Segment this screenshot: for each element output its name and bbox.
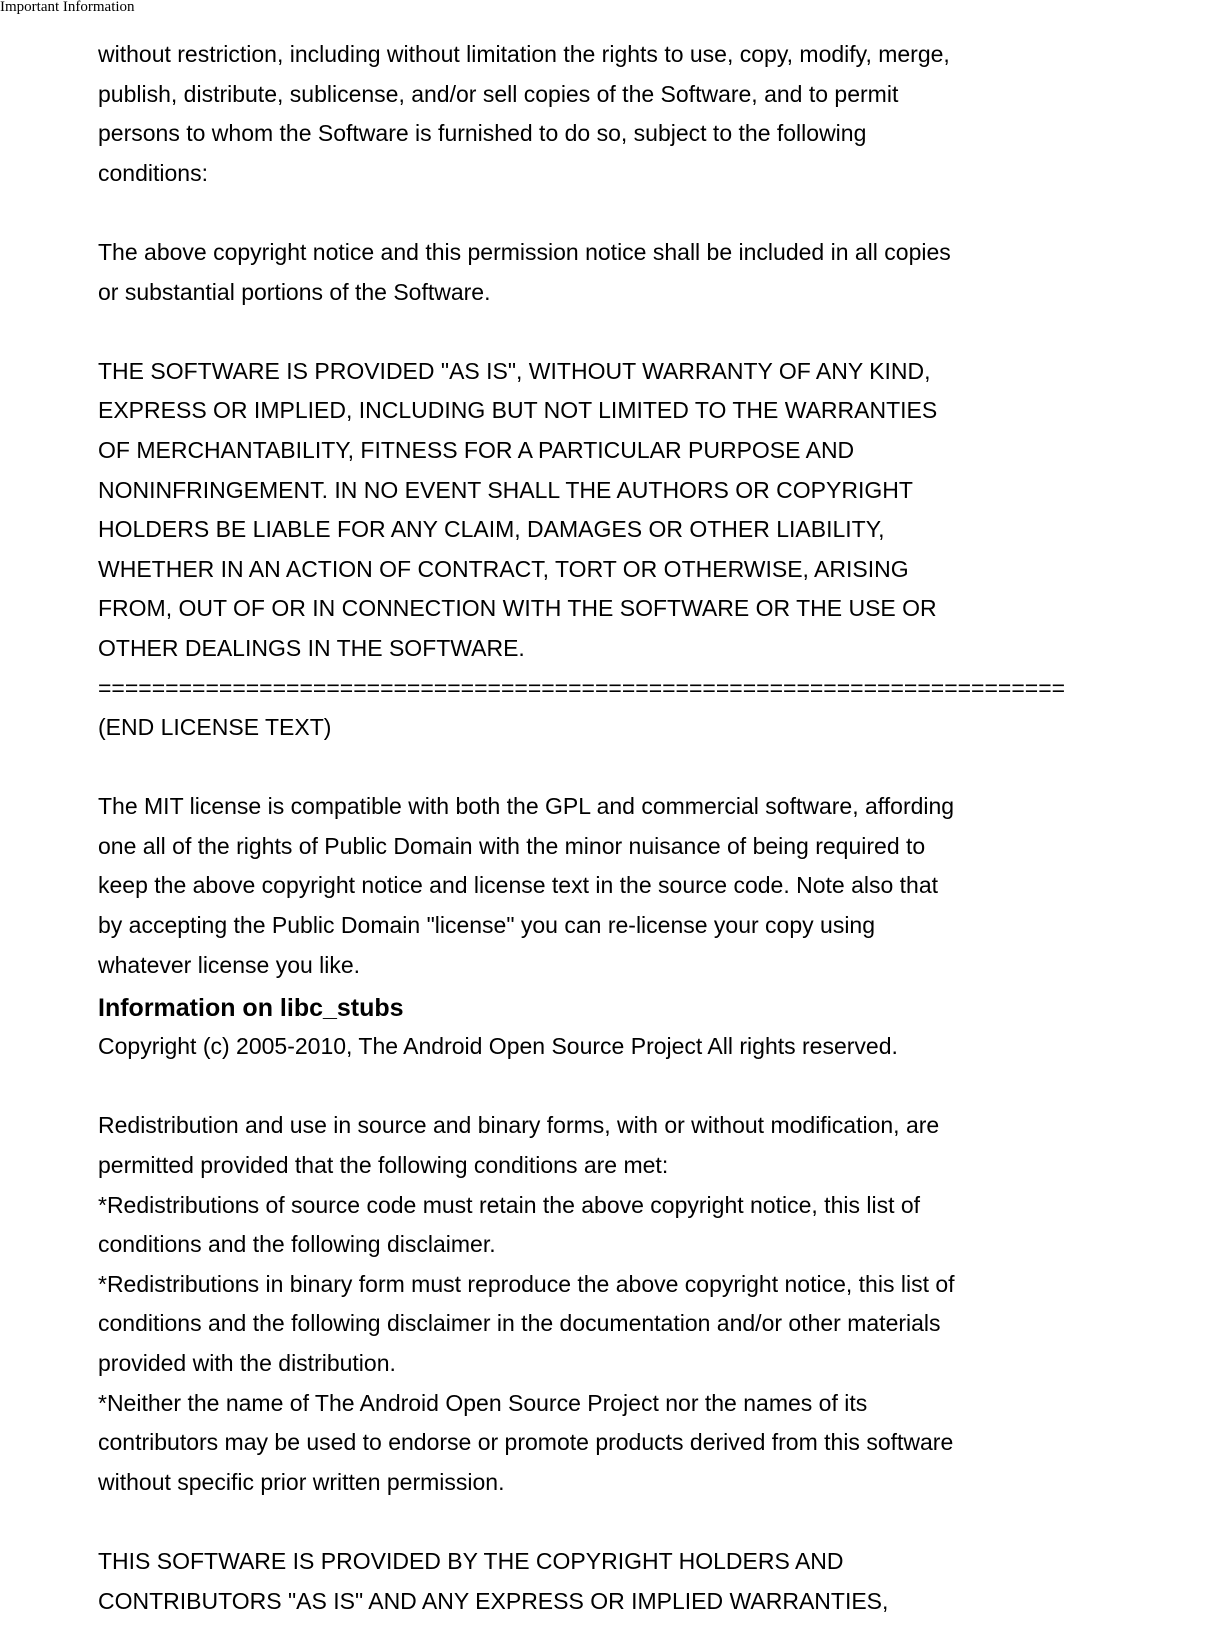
mit-license-text: without restriction, including without limitation the rights to use, copy, modify, merge, publish, distribute, sublicense, and/or sell copies of the Software, and to permit persons to whom the Software is furnished to do so, subject to the following conditions: The above copyright notice and this permission notice shall be included in all copies or substantial portions of the Software. THE SOFTWARE IS PROVIDED "AS IS", WITHOUT WARRANTY OF ANY KIND, EXPRESS OR IMPLIED, INCLUDING BUT NOT LIMITED TO THE WARRANTIES OF MERCHANTABILITY, FITNESS FOR A PARTICULAR PURPOSE AND NONINFRINGEMENT. IN NO EVENT SHALL THE AUTHORS OR COPYRIGHT HOLDERS BE LIABLE FOR ANY CLAIM, DAMAGES OR OTHER LIABILITY, WHETHER IN AN ACTION OF CONTRACT, TORT OR OTHERWISE, ARISING FROM, OUT OF OR IN CONNECTION WITH THE SOFTWARE OR THE USE OR OTHER DEALINGS IN THE SOFTWARE.: [98, 41, 951, 661]
page-header-title: Important Information: [0, 0, 135, 15]
section-heading-libc-stubs: Information on libc_stubs: [98, 994, 404, 1023]
separator-line: ========================================================================: [98, 674, 1066, 701]
mit-end-note: (END LICENSE TEXT) The MIT license is compatible with both the GPL and commercial software, affording one all of the rights of Public Domain with the minor nuisance of being required to keep the above copyright notice and license text in the source code. Note also that by accepting the Public Domain "license" you can re-license your copy using whatever license you like.: [98, 714, 955, 978]
libc-stubs-license-text: Copyright (c) 2005-2010, The Android Open Source Project All rights reserved. Redistribution and use in source and binary forms, with or without modification, are permitted provided that the following conditions are met: *Redistributions of source code must retain the above copyright notice, this list of conditions and the following disclaimer. *Redistributions in binary form must reproduce the above copyright notice, this list of conditions and the following disclaimer in the documentation and/or other materials provided with the distribution. *Neither the name of The Android Open Source Project nor the names of its contributors may be used to endorse or promote products derived from this software without specific prior written permission. THIS SOFTWARE IS PROVIDED BY THE COPYRIGHT HOLDERS AND CONTRIBUTORS "AS IS" AND ANY EXPRESS OR IMPLIED WARRANTIES,: [98, 1033, 955, 1614]
document-content: [98, 35, 1205, 1621]
